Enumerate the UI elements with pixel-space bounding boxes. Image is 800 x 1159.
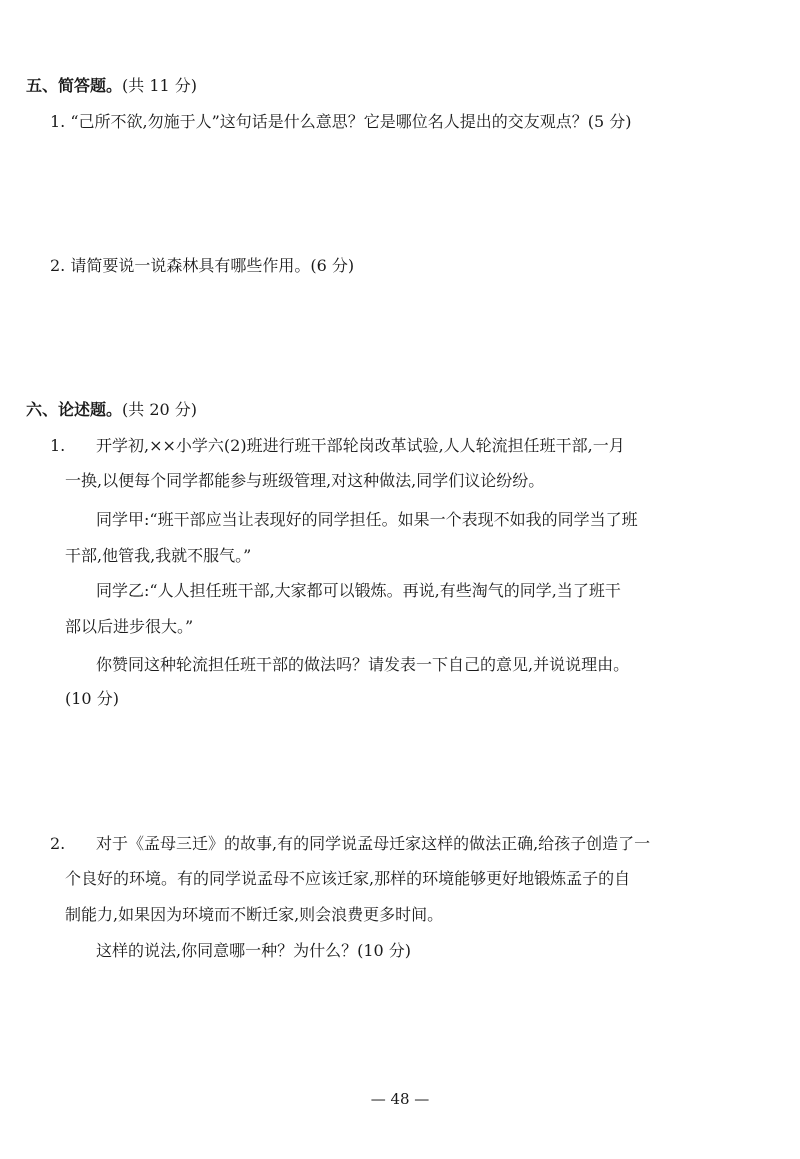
question-text-line: 开学初,××小学六(2)班进行班干部轮岗改革试验,人人轮流担任班干部,一月 (96, 436, 625, 455)
page-number: — 48 — (370, 1090, 430, 1108)
section-5-heading (26, 76, 197, 96)
section-5-question-1: 1. “己所不欲,勿施于人”这句话是什么意思？它是哪位名人提出的交友观点？(5 分) (50, 112, 632, 131)
question-text-line: 同学甲:“班干部应当让表现好的同学担任。如果一个表现不如我的同学当了班 (96, 510, 638, 529)
section-5-score: (共 11 分) (122, 76, 198, 95)
question-text-line: 制能力,如果因为环境而不断迁家,则会浪费更多时间。 (65, 905, 444, 924)
question-text-line: 部以后进步很大。” (65, 617, 194, 636)
question-number: 2. (50, 834, 66, 853)
question-text-line: 你赞同这种轮流担任班干部的做法吗？请发表一下自己的意见,并说说理由。 (96, 655, 630, 674)
question-text-line: 这样的说法,你同意哪一种？为什么？(10 分) (96, 941, 412, 960)
question-text-line: 个良好的环境。有的同学说孟母不应该迁家,那样的环境能够更好地锻炼孟子的自 (65, 869, 631, 888)
question-text-line: 干部,他管我,我就不服气。” (65, 546, 252, 565)
question-text-line: 一换,以便每个同学都能参与班级管理,对这种做法,同学们议论纷纷。 (65, 471, 545, 490)
section-6-title: 六、论述题。 (26, 400, 123, 419)
question-number: 1. (50, 436, 66, 455)
question-text-line: 对于《孟母三迁》的故事,有的同学说孟母迁家这样的做法正确,给孩子创造了一 (96, 834, 651, 853)
essay-question-1-first-line (50, 436, 625, 456)
question-text-line: 同学乙:“人人担任班干部,大家都可以锻炼。再说,有些淘气的同学,当了班干 (96, 581, 621, 600)
question-score: (10 分) (65, 689, 119, 708)
section-5-question-2: 2. 请简要说一说森林具有哪些作用。(6 分) (50, 256, 355, 275)
section-6-heading (26, 400, 197, 420)
essay-question-2-first-line (50, 834, 650, 854)
section-5-title: 五、简答题。 (26, 76, 123, 95)
section-6-score: (共 20 分) (122, 400, 198, 419)
